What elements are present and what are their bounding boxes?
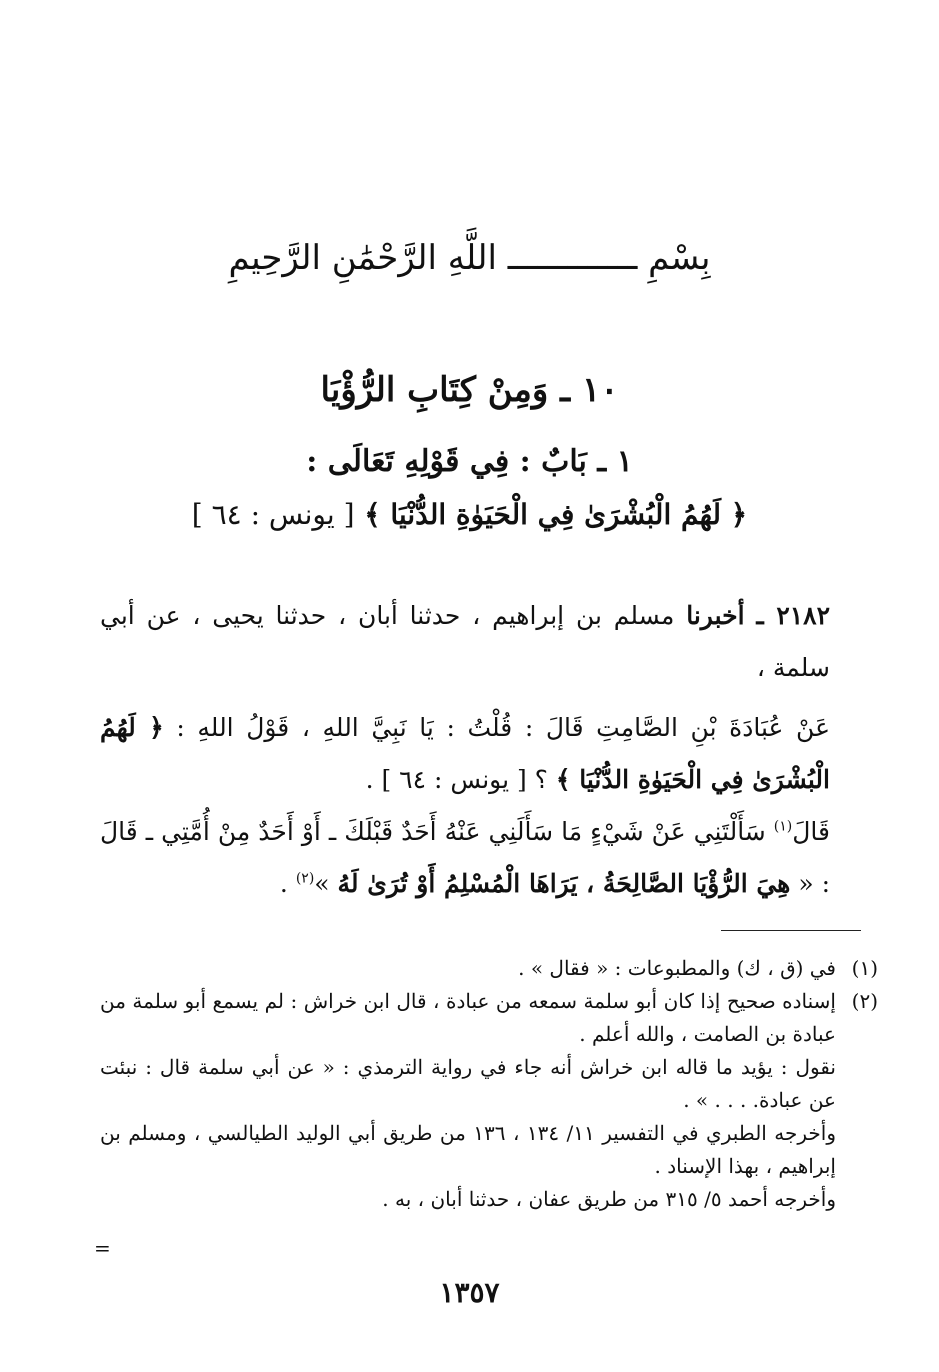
verse-reference: [ يونس : ٦٤ ] [191, 498, 355, 531]
footnote-line: وأخرجه الطبري في التفسير ١١/ ١٣٤ ، ١٣٦ من طريق أبي الوليد الطيالسي ، ومسلم بن إبراهيم ، بهذا الإسناد . [100, 1121, 836, 1178]
footnote-2 [100, 985, 878, 1216]
chapter-title: ١ ـ بَابٌ : فِي قَوْلِهِ تَعَالَى : [306, 444, 633, 479]
verse-text: ﴿ لَهُمُ الْبُشْرَىٰ فِي الْحَيَوٰةِ الدُّنْيَا ﴾ [364, 498, 748, 531]
footnote-line: إسناده صحيح إذا كان أبو سلمة سمعه من عبادة ، قال ابن خراش : لم يسمع أبو سلمة من عبادة بن الصامت ، والله أعلم . [100, 989, 836, 1046]
footnote-line: في (ق ، ك) والمطبوعات : « فقال » . [518, 956, 836, 980]
answer-period: . [279, 869, 288, 898]
answer-text: سَأَلْتَنِي عَنْ شَيْءٍ مَا سَأَلَنِي عَنْهُ أَحَدٌ قَبْلَكَ ـ أَوْ أَحَدٌ مِنْ أُمَّتِي ـ قَالَ : « [100, 817, 830, 898]
footnote-1 [100, 952, 878, 985]
footnote-line: نقول : يؤيد ما قاله ابن خراش أنه جاء في رواية الترمذي : « عن أبي سلمة قال : نبئت عن عبادة. . . . » . [100, 1055, 836, 1112]
answer-close-quote: » [314, 869, 330, 898]
question-reference: ؟ [ يونس : ٦٤ ] . [365, 765, 548, 794]
question-text: عَنْ عُبَادَةَ بْنِ الصَّامِتِ قَالَ : قُلْتُ : يَا نَبِيَّ اللهِ ، قَوْلُ اللهِ : [176, 713, 830, 742]
hadith-number: ٢١٨٢ ـ [756, 601, 831, 630]
footnote-ref-1: (١) [773, 818, 793, 835]
footnote-ref-2: (٢) [295, 870, 315, 887]
book-title: ١٠ ـ وَمِنْ كِتَابِ الرُّؤْيَا [320, 370, 619, 410]
hadith-question-paragraph [100, 702, 830, 806]
answer-bold-text: هِيَ الرُّؤْيَا الصَّالِحَةُ ، يَرَاهَا الْمُسْلِمُ أَوْ تُرَىٰ لَهُ [337, 869, 791, 898]
basmala-heading: بِسْمِ ـــــــــــــ اللَّهِ الرَّحْمَٰنِ الرَّحِيمِ [228, 238, 711, 278]
footnote-body [100, 952, 836, 985]
verse-heading [0, 498, 939, 531]
isnad-opening: أخبرنا [686, 601, 745, 630]
answer-start: قَالَ [792, 817, 830, 846]
footnote-separator [721, 930, 861, 931]
footnotes [100, 952, 878, 1216]
isnad-text: مسلم بن إبراهيم ، حدثنا أبان ، حدثنا يحيى ، عن أبي سلمة ، [100, 601, 830, 682]
footnote-body [100, 985, 836, 1216]
page-number: ١٣٥٧ [439, 1276, 500, 1309]
question-verse: ﴿ لَهُمُ الْبُشْرَىٰ فِي الْحَيَوٰةِ الدُّنْيَا ﴾ [100, 713, 830, 794]
hadith-isnad-paragraph [100, 590, 830, 694]
footnote-number: (٢) [851, 989, 878, 1013]
footnote-number: (١) [851, 956, 878, 980]
footnote-line: وأخرجه أحمد ٥/ ٣١٥ من طريق عفان ، حدثنا أبان ، به . [382, 1187, 836, 1211]
hadith-answer-paragraph [100, 806, 830, 910]
continuation-mark: = [94, 1236, 111, 1260]
